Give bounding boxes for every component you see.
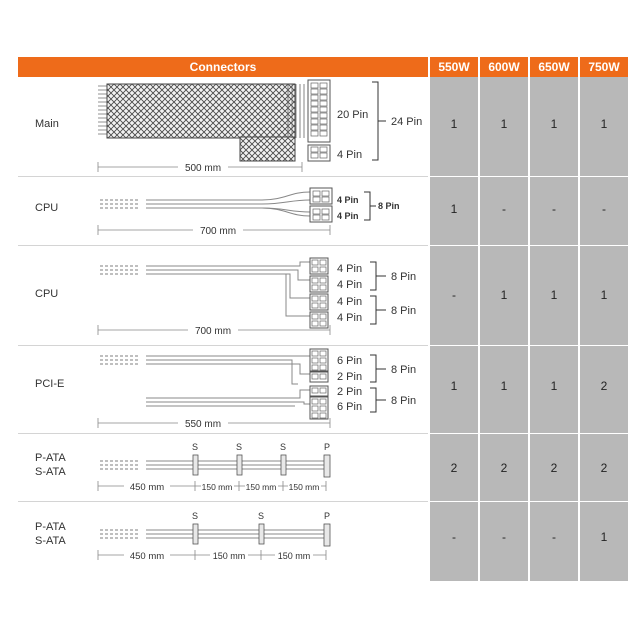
cpu2-4pin-label-d: 4 Pin [337,312,363,324]
sata1-length-150-b: 150 mm [245,482,277,492]
pcie-cable-diagram [98,349,416,430]
sata-cable-diagram-2 [98,511,330,562]
cpu2-4pin-label-b: 4 Pin [337,279,363,291]
value-sata2-550w: - [452,530,456,544]
value-cpu2-750w: 1 [600,288,608,302]
main-cable-4pin-sleeve [240,137,295,161]
pcie-2pin-label-a: 2 Pin [337,371,363,383]
pcie-8pin-label-b: 8 Pin [391,395,417,407]
sata2-length-450: 450 mm [129,551,165,562]
sata2-length-150-a: 150 mm [212,551,246,561]
sata1-length-150-a: 150 mm [201,482,233,492]
connectors-header: Connectors [18,57,428,77]
value-main-600w: 1 [500,117,508,131]
value-sata2-750w: 1 [600,530,608,544]
value-pcie-650w: 1 [550,379,558,393]
sata2-letter-p: P [323,511,331,521]
cpu2-8pin-label-a: 8 Pin [391,271,417,283]
value-main-650w: 1 [550,117,558,131]
value-sata2-600w: - [502,530,506,544]
sata1-letter-p: P [323,442,331,452]
sata2-length-150-b: 150 mm [277,551,311,561]
value-cpu-600w: - [502,202,506,216]
value-cpu2-550w: - [452,288,456,302]
sata-cable-diagram-1 [98,442,330,493]
value-pcie-550w: 1 [450,379,458,393]
sata1-letter-s1: S [191,442,199,452]
value-sata2-650w: - [552,530,556,544]
wattage-header-750w: 750W [580,57,628,77]
value-pcie-750w: 2 [600,379,608,393]
row-label-cpu: CPU [35,202,59,214]
pcie-8pin-label-a: 8 Pin [391,364,417,376]
value-sata1-650w: 2 [550,461,558,475]
row-label-pata: P-ATA [35,521,66,533]
sata2-letter-s1: S [191,511,199,521]
main-24pin-label: 24 Pin [391,116,423,128]
row-label-sata: S-ATA [35,535,66,547]
row-label-main: Main [35,118,59,130]
cpu2-4pin-label-a: 4 Pin [337,263,363,275]
cpu-4-4-cable-diagram [98,188,400,237]
value-main-550w: 1 [450,117,458,131]
sata1-letter-s3: S [279,442,287,452]
main-20pin-label: 20 Pin [337,109,369,121]
row-label-cpu: CPU [35,288,59,300]
main-length-label: 500 mm [184,163,222,174]
cpu2-8pin-label-b: 8 Pin [391,305,417,317]
row-label-pata: P-ATA [35,452,66,464]
cpu2-length-label: 700 mm [194,326,232,337]
cpu2-4pin-label-c: 4 Pin [337,296,363,308]
row-label-sata: S-ATA [35,466,66,478]
cpu-8pin-brace [364,192,370,220]
value-cpu-750w: - [602,202,606,216]
wattage-header-550w: 550W [430,57,478,77]
pcie-length-label: 550 mm [184,419,222,430]
value-main-750w: 1 [600,117,608,131]
value-cpu2-650w: 1 [550,288,558,302]
value-cpu-650w: - [552,202,556,216]
cpu-8pin-label: 8 Pin [378,201,400,211]
value-cpu2-600w: 1 [500,288,508,302]
sata1-length-150-c: 150 mm [288,482,320,492]
cpu-length-label: 700 mm [199,226,237,237]
main-cable-mesh-sleeve [107,84,295,138]
row-label-pcie: PCI-E [35,378,65,390]
wattage-header-600w: 600W [480,57,528,77]
pcie-6pin-label-a: 6 Pin [337,355,363,367]
value-sata1-750w: 2 [600,461,608,475]
cpu-4pin-label-a: 4 Pin [337,195,359,205]
value-pcie-600w: 1 [500,379,508,393]
cpu-wire-ends [100,200,140,208]
main-cable-diagram [98,80,422,174]
pcie-6pin-label-b: 6 Pin [337,401,363,413]
sata2-letter-s2: S [257,511,265,521]
cpu-dual-cable-diagram [98,258,416,337]
value-cpu-550w: 1 [450,202,458,216]
cpu-4pin-label-b: 4 Pin [337,211,359,221]
main-24pin-brace [372,82,378,160]
pcie-2pin-label-b: 2 Pin [337,386,363,398]
value-sata1-600w: 2 [500,461,508,475]
value-sata1-550w: 2 [450,461,458,475]
wattage-header-650w: 650W [530,57,578,77]
main-4pin-label: 4 Pin [337,149,363,161]
sata1-length-450: 450 mm [129,482,165,493]
sata1-letter-s2: S [235,442,243,452]
